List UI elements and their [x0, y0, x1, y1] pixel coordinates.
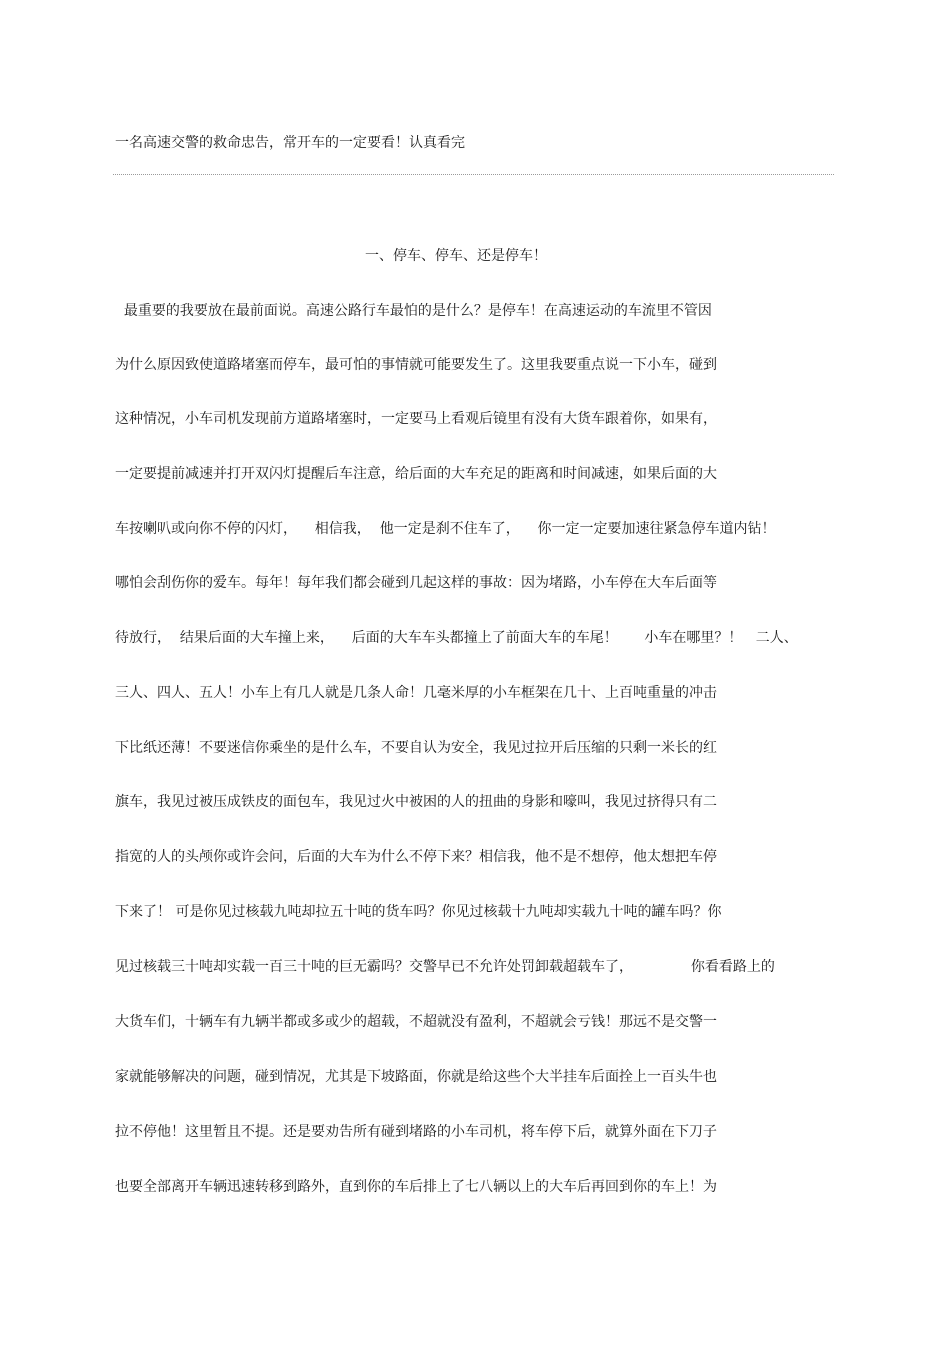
body-line: 一定要提前减速并打开双闪灯提醒后车注意，给后面的大车充足的距离和时间减速，如果后面的大: [115, 466, 717, 482]
body-line: 车按喇叭或向你不停的闪灯， 相信我， 他一定是刹不住车了， 你一定一定要加速往紧急停车道内钻！: [115, 521, 776, 537]
body-line: 拉不停他！这里暂且不提。还是要劝告所有碰到堵路的小车司机，将车停下后，就算外面在下刀子: [115, 1124, 717, 1140]
body-line: 见过核载三十吨却实载一百三十吨的巨无霸吗？交警早已不允许处罚卸载超载车了， 你看看路上的: [115, 959, 775, 975]
body-line: 为什么原因致使道路堵塞而停车，最可怕的事情就可能要发生了。这里我要重点说一下小车，碰到: [115, 357, 717, 373]
body-line: 家就能够解决的问题，碰到情况，尤其是下坡路面，你就是给这些个大半挂车后面拴上一百头牛也: [115, 1069, 717, 1085]
document-title: 一名高速交警的救命忠告，常开车的一定要看！认真看完: [115, 135, 465, 151]
body-line: 哪怕会刮伤你的爱车。每年！每年我们都会碰到几起这样的事故：因为堵路，小车停在大车后面等: [115, 575, 717, 591]
body-line: 待放行， 结果后面的大车撞上来， 后面的大车车头都撞上了前面大车的车尾！ 小车在哪里？！ 二人、: [115, 630, 798, 646]
body-line: 也要全部离开车辆迅速转移到路外，直到你的车后排上了七八辆以上的大车后再回到你的车上！为: [115, 1179, 717, 1195]
title-divider: [113, 174, 834, 175]
body-line: 指宽的人的头颅你或许会问，后面的大车为什么不停下来？相信我，他不是不想停，他太想把车停: [115, 849, 717, 865]
body-line: 三人、四人、五人！小车上有几人就是几条人命！几毫米厚的小车框架在几十、上百吨重量的冲击: [115, 685, 717, 701]
body-line: 下来了！ 可是你见过核载九吨却拉五十吨的货车吗？你见过核载十九吨却实载九十吨的罐车吗？你: [115, 904, 722, 920]
body-line: 大货车们，十辆车有九辆半都或多或少的超载，不超就没有盈利，不超就会亏钱！那远不是交警一: [115, 1014, 717, 1030]
section-heading: 一、停车、停车、还是停车！: [365, 248, 547, 264]
body-line: 旗车，我见过被压成铁皮的面包车，我见过火中被困的人的扭曲的身影和嚎叫，我见过挤得只有二: [115, 794, 717, 810]
body-line: 下比纸还薄！不要迷信你乘坐的是什么车，不要自认为安全，我见过拉开后压缩的只剩一米长的红: [115, 740, 717, 756]
body-line: 最重要的我要放在最前面说。高速公路行车最怕的是什么？是停车！在高速运动的车流里不管因: [115, 303, 712, 319]
body-line: 这种情况，小车司机发现前方道路堵塞时，一定要马上看观后镜里有没有大货车跟着你，如果有，: [115, 411, 717, 427]
